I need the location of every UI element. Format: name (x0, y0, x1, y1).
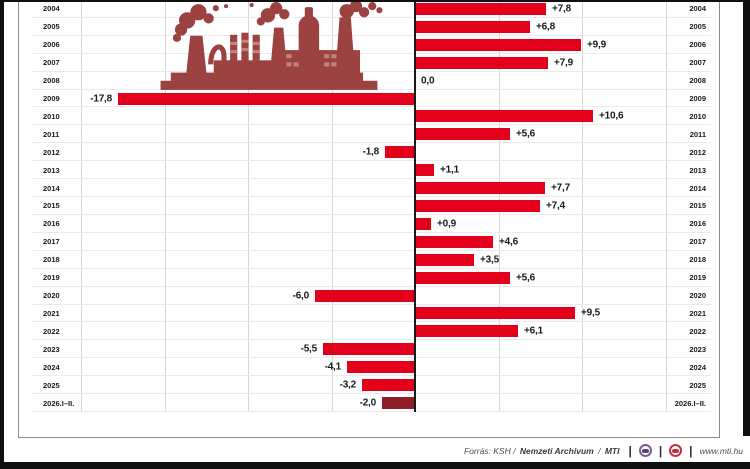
year-label-left: 2010 (43, 111, 60, 121)
value-bar (416, 110, 593, 122)
value-label: +0,9 (437, 218, 456, 230)
year-label-left: 2004 (43, 4, 60, 14)
frame-border-right (743, 0, 750, 436)
value-bar (385, 146, 415, 158)
value-bar (416, 164, 434, 176)
year-label-right: 2019 (689, 273, 706, 283)
year-label-left: 2019 (43, 273, 60, 283)
value-label: -17,8 (90, 93, 112, 105)
year-label-left: 2008 (43, 76, 60, 86)
year-label-left: 2012 (43, 147, 60, 157)
value-label: +6,1 (524, 325, 543, 337)
chart-row (19, 179, 721, 197)
value-bar (416, 21, 530, 33)
year-label-left: 2024 (43, 362, 60, 372)
value-bar (416, 218, 431, 230)
year-label-left: 2018 (43, 255, 60, 265)
value-label: +5,6 (516, 272, 535, 284)
frame-border-left (0, 0, 4, 469)
year-label-right: 2010 (689, 111, 706, 121)
year-label-right: 2022 (689, 326, 706, 336)
source-mti: MTI (604, 445, 620, 456)
value-label: +7,7 (551, 182, 570, 194)
chart-row (19, 376, 721, 394)
chart-row (19, 322, 721, 340)
mti-logo-pill (672, 449, 679, 453)
chart-row (19, 90, 721, 108)
value-bar (347, 361, 415, 373)
value-label: -5,5 (300, 343, 317, 355)
value-label: +3,5 (480, 254, 499, 266)
year-label-right: 2012 (689, 147, 706, 157)
value-label: -4,1 (324, 361, 341, 373)
value-label: +10,6 (599, 110, 624, 122)
value-bar (416, 307, 575, 319)
website-url: www.mti.hu (699, 445, 743, 456)
value-bar (416, 236, 493, 248)
value-label: -1,8 (362, 146, 379, 158)
year-label-right: 2006 (689, 40, 706, 50)
year-label-right: 2024 (689, 362, 706, 372)
value-label: +6,8 (536, 21, 555, 33)
year-label-right: 2005 (689, 22, 706, 32)
year-label-left: 2023 (43, 344, 60, 354)
year-label-left: 2006 (43, 40, 60, 50)
year-label-right: 2018 (689, 255, 706, 265)
value-label: +7,9 (554, 57, 573, 69)
value-label: -6,0 (292, 290, 309, 302)
year-label-left: 2022 (43, 326, 60, 336)
chart-row (19, 251, 721, 269)
value-bar (416, 325, 518, 337)
value-bar (416, 272, 510, 284)
year-label-left: 2013 (43, 165, 60, 175)
value-bar (416, 254, 474, 266)
footer-separator: | (628, 443, 632, 458)
zero-axis-line (414, 0, 416, 412)
year-label-left: 2015 (43, 201, 60, 211)
year-label-left: 2017 (43, 237, 60, 247)
value-label: +5,6 (516, 128, 535, 140)
year-label-right: 2007 (689, 58, 706, 68)
year-label-right: 2016 (689, 219, 706, 229)
value-bar (362, 379, 415, 391)
chart-row (19, 340, 721, 358)
frame-border-top (0, 0, 750, 2)
year-label-right: 2014 (689, 183, 706, 193)
frame-border-bottom (0, 462, 750, 469)
year-label-right: 2004 (689, 4, 706, 14)
mtva-logo-pill (642, 449, 649, 453)
value-label: +9,5 (581, 307, 600, 319)
footer-source-bar (0, 441, 743, 460)
source-text (464, 446, 621, 456)
value-bar (416, 39, 581, 51)
value-label: +1,1 (440, 164, 459, 176)
year-label-right: 2013 (689, 165, 706, 175)
year-label-left: 2020 (43, 291, 60, 301)
footer-separator: | (689, 443, 693, 458)
mti-logo-icon (669, 444, 682, 457)
chart-row (19, 394, 721, 412)
value-bar (416, 57, 548, 69)
year-label-right: 2009 (689, 94, 706, 104)
value-bar (416, 128, 510, 140)
value-bar (416, 182, 545, 194)
year-label-left: 2025 (43, 380, 60, 390)
value-bar (416, 3, 546, 15)
source-prefix: Forrás: KSH / (463, 445, 516, 456)
value-bar (118, 93, 415, 105)
value-label: -3,2 (339, 379, 356, 391)
value-bar (315, 290, 415, 302)
year-label-right: 2008 (689, 76, 706, 86)
chart-panel (18, 0, 720, 438)
value-label: -2,0 (359, 397, 376, 409)
year-label-right: 2021 (689, 308, 706, 318)
year-label-left: 2026.I–II. (43, 398, 75, 408)
value-label: 0,0 (421, 75, 435, 87)
chart-row (19, 107, 721, 125)
source-archive: Nemzeti Archivum (519, 445, 594, 456)
chart-row (19, 215, 721, 233)
year-label-right: 2026.I–II. (674, 398, 706, 408)
year-label-left: 2007 (43, 58, 60, 68)
year-label-right: 2011 (689, 129, 706, 139)
value-bar (323, 343, 415, 355)
chart-row (19, 233, 721, 251)
value-label: +7,4 (546, 200, 565, 212)
chart-row (19, 269, 721, 287)
chart-row (19, 161, 721, 179)
year-label-left: 2009 (43, 94, 60, 104)
value-label: +9,9 (587, 39, 606, 51)
source-slash: / (598, 445, 601, 456)
chart-row (19, 125, 721, 143)
chart-row (19, 197, 721, 215)
footer-separator: | (658, 443, 663, 458)
year-label-left: 2021 (43, 308, 60, 318)
year-label-left: 2016 (43, 219, 60, 229)
year-label-right: 2017 (689, 237, 706, 247)
factory-illustration-icon (146, 1, 394, 91)
chart-row (19, 358, 721, 376)
year-label-right: 2025 (689, 380, 706, 390)
chart-row (19, 143, 721, 161)
year-label-right: 2020 (689, 291, 706, 301)
year-label-left: 2011 (43, 129, 60, 139)
chart-row (19, 287, 721, 305)
row-separator (31, 411, 711, 412)
year-label-right: 2023 (689, 344, 706, 354)
value-label: +7,8 (552, 3, 571, 15)
year-label-right: 2015 (689, 201, 706, 211)
value-label: +4,6 (499, 236, 518, 248)
mtva-logo-icon (639, 444, 652, 457)
year-label-left: 2014 (43, 183, 60, 193)
chart-row (19, 305, 721, 323)
year-label-left: 2005 (43, 22, 60, 32)
value-bar (416, 200, 540, 212)
value-bar (382, 397, 415, 409)
